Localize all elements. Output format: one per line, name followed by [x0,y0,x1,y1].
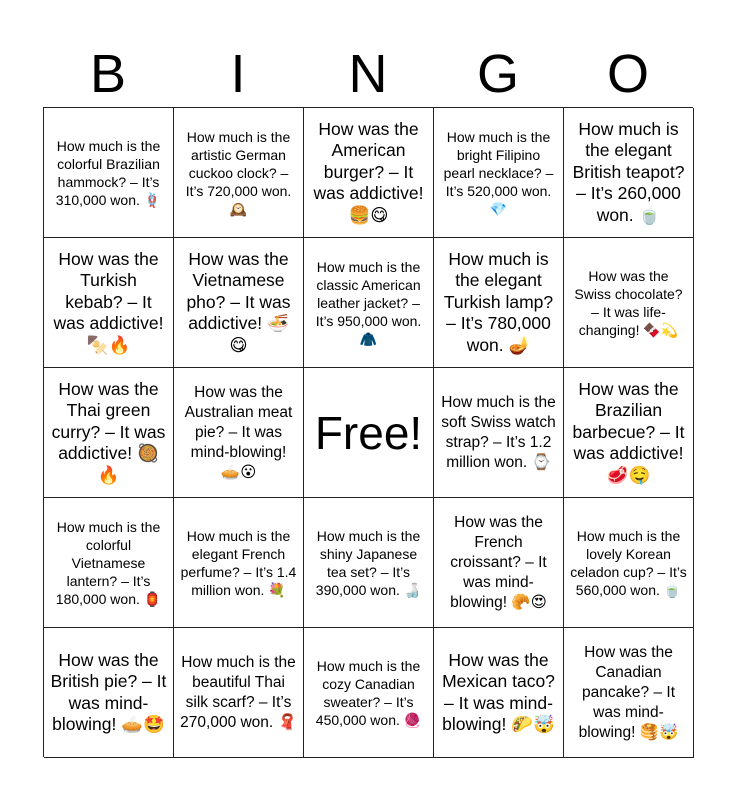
bingo-cell[interactable] [564,628,694,758]
bingo-cell[interactable] [564,498,694,628]
bingo-cell[interactable] [564,238,694,368]
bingo-cell[interactable] [44,368,174,498]
free-space-cell[interactable] [304,368,434,498]
bingo-cell-text: How was the Australian meat pie? – It was mind-blowing! 🥧😮 [184,383,293,481]
bingo-cell-text: How much is the beautiful Thai silk scarf? – It’s 270,000 won. 🧣 [180,653,297,731]
bingo-header [43,40,693,108]
bingo-cell-text: How was the Vietnamese pho? – It was addictive! 🍜😋 [186,248,291,355]
bingo-cell-text: How much is the shiny Japanese tea set? – It’s 390,000 won. 🍶 [315,527,422,598]
bingo-cell[interactable] [434,368,564,498]
bingo-cell[interactable] [174,628,304,758]
bingo-cell-text: How much is the classic American leather jacket? – It’s 950,000 won. 🧥 [315,258,422,347]
header-letter-o: O [606,44,649,104]
bingo-cell[interactable] [174,498,304,628]
bingo-cell-text: How much is the lovely Korean celadon cup? – It’s 560,000 won. 🍵 [570,527,687,598]
bingo-cell-text: How much is the elegant French perfume? – It’s 1.4 million won. 💐 [180,527,297,598]
bingo-cell-text: How was the Mexican taco? – It was mind-blowing! 🌮🤯 [442,649,555,734]
bingo-cell[interactable] [434,108,564,238]
bingo-cell[interactable] [564,108,694,238]
bingo-cell-text: How was the Brazilian barbecue? – It was addictive! 🥩🤤 [572,378,685,485]
bingo-cell-text: How was the French croissant? – It was mind-blowing! 🥐😍 [450,513,547,611]
bingo-cell[interactable] [304,628,434,758]
bingo-cell[interactable] [44,498,174,628]
bingo-cell-text: How was the American burger? – It was addictive! 🍔😋 [313,118,424,225]
bingo-cell[interactable] [434,498,564,628]
bingo-cell[interactable] [434,238,564,368]
bingo-cell-text: How much is the elegant Turkish lamp? – It’s 780,000 won. 🪔 [443,248,554,355]
bingo-cell-text: How was the Turkish kebab? – It was addictive! 🍢🔥 [53,248,164,355]
bingo-cell[interactable] [174,238,304,368]
bingo-cell[interactable] [44,628,174,758]
bingo-cell-text: How much is the colorful Vietnamese lantern? – It’s 180,000 won. 🏮 [55,518,162,607]
bingo-cell-text: How was the British pie? – It was mind-blowing! 🥧🤩 [50,649,167,734]
bingo-cell[interactable] [174,108,304,238]
header-letter-b: B [89,44,127,104]
bingo-cell[interactable] [304,108,434,238]
bingo-cell[interactable] [44,238,174,368]
bingo-board [43,107,693,757]
bingo-cell-text: How was the Canadian pancake? – It was mind-blowing! 🥞🤯 [578,643,679,741]
header-letter-i: I [230,44,246,104]
bingo-cell-text: How was the Thai green curry? – It was addictive! 🥘🔥 [51,378,166,485]
bingo-cell-text: How was the Swiss chocolate? – It was life-changing! 🍫💫 [574,267,683,338]
bingo-cell-text: How much is the soft Swiss watch strap? – It’s 1.2 million won. ⌚ [441,393,556,471]
header-letter-g: G [476,44,519,104]
bingo-cell-text: How much is the colorful Brazilian hammock? – It’s 310,000 won. 🪢 [55,137,162,208]
bingo-cell-text: How much is the artistic German cuckoo clock? – It’s 720,000 won. 🕰️ [185,128,292,217]
bingo-cell[interactable] [434,628,564,758]
bingo-cell[interactable] [304,498,434,628]
header-letter-n: N [348,44,388,104]
bingo-cell[interactable] [564,368,694,498]
free-space-label: Free! [314,406,423,459]
bingo-cell[interactable] [44,108,174,238]
bingo-cell-text: How much is the bright Filipino pearl necklace? – It’s 520,000 won. 💎 [443,128,554,217]
bingo-cell-text: How much is the cozy Canadian sweater? – It’s 450,000 won. 🧶 [315,657,422,728]
bingo-cell[interactable] [304,238,434,368]
bingo-cell-text: How much is the elegant British teapot? – It’s 260,000 won. 🍵 [572,118,685,225]
bingo-cell[interactable] [174,368,304,498]
